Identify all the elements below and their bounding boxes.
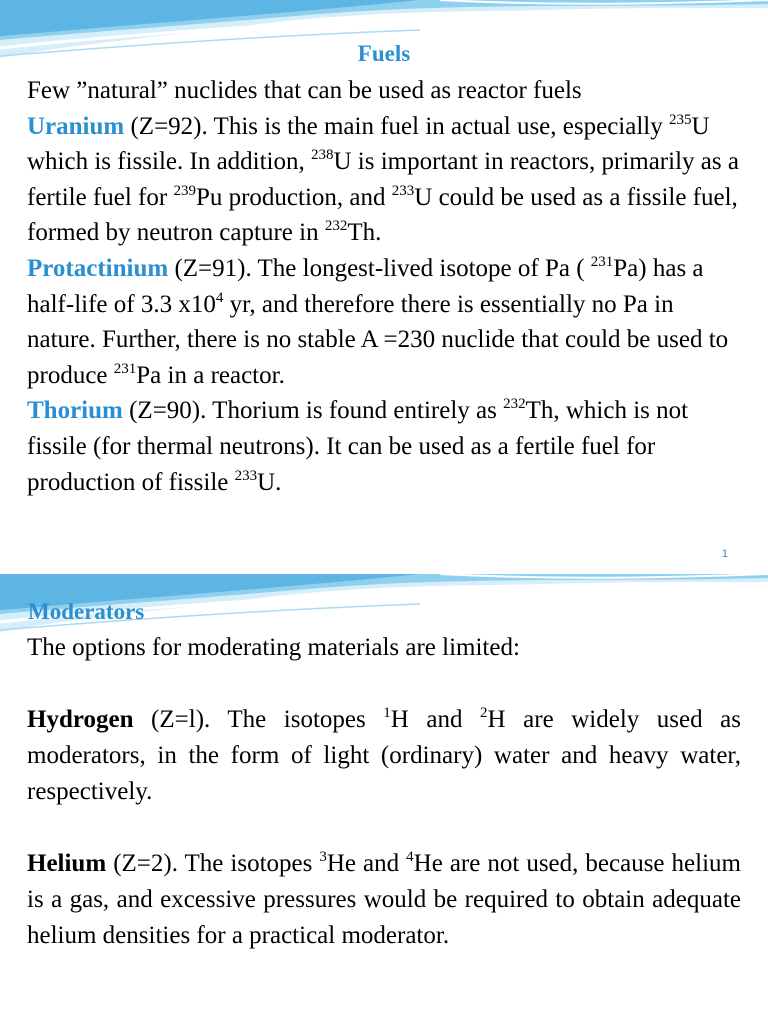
superscript: 235 (668, 111, 692, 128)
text-run: (Z=l). The isotopes (133, 706, 384, 733)
page-number: 1 (721, 548, 728, 560)
text-run: He and (326, 850, 407, 877)
text-run: yr, and therefore there is essentially no Pa in nature. Further, there is no stable A =230 nuclide that could be used to produce (27, 290, 729, 389)
text-run: H are widely used as moderators, in the form of light (ordinary) water and heavy water, respectively. (27, 706, 742, 805)
thorium-paragraph (27, 393, 741, 500)
superscript: 233 (234, 467, 258, 484)
text-run: (Z=92). This is the main fuel in actual use, especially (124, 112, 669, 140)
superscript: 232 (503, 396, 526, 413)
slide-title: Moderators (28, 599, 145, 624)
superscript: 239 (173, 182, 196, 199)
text-run: U could be used as a fissile fuel, formed by neutron capture in (27, 183, 738, 247)
text-run: U. (257, 468, 282, 496)
text-run: Th, which is not fissile (for thermal neutrons). It can be used as a fertile fuel for production of fissile (27, 397, 689, 496)
text-run: U which is fissile. In addition, (27, 112, 710, 176)
thorium-heading: Thorium (27, 397, 123, 425)
superscript: 3 (319, 849, 327, 865)
superscript: 238 (311, 147, 334, 164)
superscript: 231 (590, 253, 614, 270)
slide-title: Fuels (357, 41, 411, 66)
text-run: U is important in reactors, primarily as a fertile fuel for (27, 148, 739, 211)
text-run: H and (390, 706, 481, 733)
text-run: Pu production, and (195, 183, 392, 211)
superscript: 4 (406, 849, 414, 865)
helium-paragraph (27, 846, 741, 954)
superscript: 232 (324, 218, 348, 235)
intro-line: The options for moderating materials are limited: (27, 634, 520, 661)
superscript: 2 (480, 705, 488, 721)
text-run: He are not used, because helium is a gas, and excessive pressures would be required to obtain adequate helium densities for a practical moderator. (27, 850, 741, 949)
hydrogen-heading: Hydrogen (27, 706, 134, 733)
helium-heading: Helium (27, 850, 107, 877)
slide-moderators (0, 574, 768, 1024)
protactinium-paragraph (27, 251, 741, 393)
spacer (27, 810, 741, 846)
superscript: 233 (391, 182, 415, 199)
text-run: (Z=2). The isotopes (106, 850, 320, 877)
spacer (27, 666, 741, 702)
superscript: 1 (383, 705, 391, 721)
text-run: (Z=91). The longest-lived isotope of Pa ( (168, 254, 585, 282)
text-run: Pa in a reactor. (136, 361, 285, 389)
superscript: 4 (215, 289, 224, 306)
superscript: 231 (113, 360, 137, 377)
slide-body (27, 73, 741, 500)
uranium-paragraph (27, 109, 741, 251)
hydrogen-paragraph (27, 702, 741, 810)
text-run: Pa) has a half-life of 3.3 x10 (27, 254, 704, 318)
text-run: Th. (347, 219, 382, 247)
protactinium-heading: Protactinium (27, 254, 169, 282)
intro-line: Few ”natural” nuclides that can be used as reactor fuels (27, 77, 582, 104)
slide-body (27, 630, 741, 954)
text-run: (Z=90). Thorium is found entirely as (122, 397, 504, 425)
uranium-heading: Uranium (27, 112, 125, 140)
